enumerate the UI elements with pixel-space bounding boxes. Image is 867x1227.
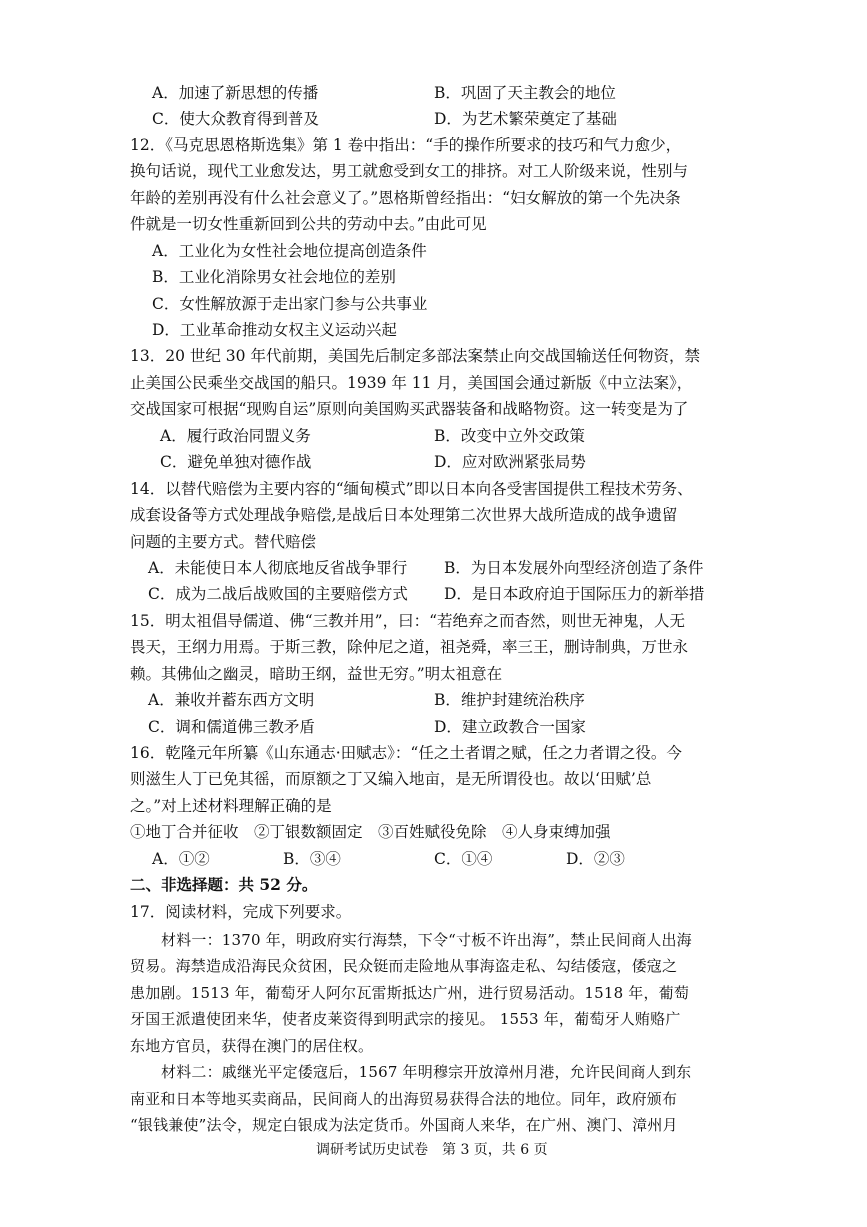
q14-stem-line-3: 问题的主要方式。替代赔偿 bbox=[130, 533, 317, 551]
q16-stem-line-1: 16．乾隆元年所纂《山东通志·田赋志》：“任之土者谓之赋，任之力者谓之役。今 bbox=[130, 744, 682, 762]
q12-stem-line-1: 12．《马克思恩格斯选集》第 1 卷中指出：“手的操作所要求的技巧和气力愈少， bbox=[130, 136, 682, 154]
q16-stem-line-2: 则滋生人丁已免其徭，而原额之丁又编入地亩，是无所谓役也。故以‘田赋’总 bbox=[130, 770, 652, 788]
q12-stem-line-4: 件就是一切女性重新回到公共的劳动中去。”由此可见 bbox=[130, 215, 487, 233]
q14-option-b: B．为日本发展外向型经济创造了条件 bbox=[444, 559, 704, 577]
q15-stem-line-3: 赖。其佛仙之幽灵，暗助王纲，益世无穷。”明太祖意在 bbox=[130, 665, 503, 683]
section-2-heading: 二、非选择题：共 52 分。 bbox=[130, 875, 318, 894]
q15-stem-line-2: 畏天，王纲力用焉。于斯三教，除仲尼之道，祖尧舜，率三王，删诗制典，万世永 bbox=[130, 638, 689, 656]
q17-material-1-line-3: 患加剧。1513 年，葡萄牙人阿尔瓦雷斯抵达广州，进行贸易活动。1518 年，葡萄 bbox=[130, 984, 690, 1002]
q13-stem-line-1: 13．20 世纪 30 年代前期，美国先后制定多部法案禁止向交战国输送任何物资，禁 bbox=[130, 347, 700, 365]
q17-material-2-line-3: “银钱兼使”法令，规定白银成为法定货币。外国商人来华，在广州、澳门、漳州月 bbox=[130, 1116, 678, 1134]
q13-option-c: C．避免单独对德作战 bbox=[160, 453, 312, 471]
q17-stem: 17．阅读材料，完成下列要求。 bbox=[130, 903, 352, 921]
q12-option-b: B．工业化消除男女社会地位的差别 bbox=[152, 268, 396, 286]
q15-stem-line-1: 15．明太祖倡导儒道、佛“三教并用”，曰：“若绝弃之而杳然，则世无神鬼，人无 bbox=[130, 612, 685, 630]
q13-stem-line-3: 交战国家可根据“现购自运”原则向美国购买武器装备和战略物资。这一转变是为了 bbox=[130, 400, 689, 418]
q16-option-d: D．②③ bbox=[566, 850, 625, 868]
q16-items: ①地丁合并征收 ②丁银数额固定 ③百姓赋役免除 ④人身束缚加强 bbox=[130, 823, 611, 841]
q11-option-d: D．为艺术繁荣奠定了基础 bbox=[434, 110, 617, 128]
q11-option-b: B．巩固了天主教会的地位 bbox=[434, 84, 616, 102]
q14-stem-line-2: 成套设备等方式处理战争赔偿,是战后日本处理第二次世界大战所造成的战争遗留 bbox=[130, 506, 678, 524]
q17-material-2-line-2: 南亚和日本等地买卖商品，民间商人的出海贸易获得合法的地位。同年，政府颁布 bbox=[130, 1090, 678, 1108]
q15-option-c: C．调和儒道佛三教矛盾 bbox=[148, 718, 315, 736]
q17-material-1-line-5: 东地方官员，获得在澳门的居住权。 bbox=[130, 1037, 374, 1055]
q17-material-1-line-1: 材料一：1370 年，明政府实行海禁，下令“寸板不许出海”，禁止民间商人出海 bbox=[161, 931, 692, 949]
q13-option-b: B．改变中立外交政策 bbox=[434, 427, 585, 445]
q13-option-d: D．应对欧洲紧张局势 bbox=[434, 453, 586, 471]
q12-option-a: A．工业化为女性社会地位提高创造条件 bbox=[152, 242, 427, 260]
q16-option-a: A．①② bbox=[152, 850, 210, 868]
q14-stem-line-1: 14．以替代赔偿为主要内容的“缅甸模式”即以日本向各受害国提供工程技术劳务、 bbox=[130, 480, 693, 498]
q14-option-a: A．未能使日本人彻底地反省战争罪行 bbox=[148, 559, 408, 577]
q12-option-d: D．工业革命推动女权主义运动兴起 bbox=[152, 321, 397, 339]
q12-stem-line-3: 年龄的差别再没有什么社会意义了。”恩格斯曾经指出：“妇女解放的第一个先决条 bbox=[130, 189, 681, 207]
q14-option-c: C．成为二战后战败国的主要赔偿方式 bbox=[148, 585, 408, 603]
q12-option-c: C．女性解放源于走出家门参与公共事业 bbox=[152, 295, 428, 313]
q16-option-c: C．①④ bbox=[434, 850, 493, 868]
q15-option-d: D．建立政教合一国家 bbox=[434, 718, 586, 736]
q16-stem-line-3: 之。”对上述材料理解正确的是 bbox=[130, 797, 332, 815]
q12-stem-line-2: 换句话说，现代工业愈发达，男工就愈受到女工的排挤。对工人阶级来说，性别与 bbox=[130, 162, 689, 180]
q13-option-a: A．履行政治同盟义务 bbox=[160, 427, 311, 445]
page-footer: 调研考试历史试卷 第 3 页，共 6 页 bbox=[316, 1142, 548, 1158]
q11-option-c: C．使大众教育得到普及 bbox=[152, 110, 319, 128]
q11-option-a: A．加速了新思想的传播 bbox=[152, 84, 319, 102]
q16-option-b: B．③④ bbox=[283, 850, 341, 868]
q15-option-b: B．维护封建统治秩序 bbox=[434, 691, 585, 709]
q14-option-d: D．是日本政府迫于国际压力的新举措 bbox=[444, 585, 705, 603]
q17-material-2-line-1: 材料二：戚继光平定倭寇后，1567 年明穆宗开放漳州月港，允许民间商人到东 bbox=[161, 1063, 692, 1081]
q17-material-1-line-2: 贸易。海禁造成沿海民众贫困，民众铤而走险地从事海盗走私、勾结倭寇，倭寇之 bbox=[130, 957, 678, 975]
q15-option-a: A．兼收并蓄东西方文明 bbox=[148, 691, 315, 709]
q17-material-1-line-4: 牙国王派遣使团来华，使者皮莱资得到明武宗的接见。 1553 年，葡萄牙人贿赂广 bbox=[130, 1010, 681, 1028]
q13-stem-line-2: 止美国公民乘坐交战国的船只。1939 年 11 月，美国国会通过新版《中立法案》， bbox=[130, 374, 693, 392]
